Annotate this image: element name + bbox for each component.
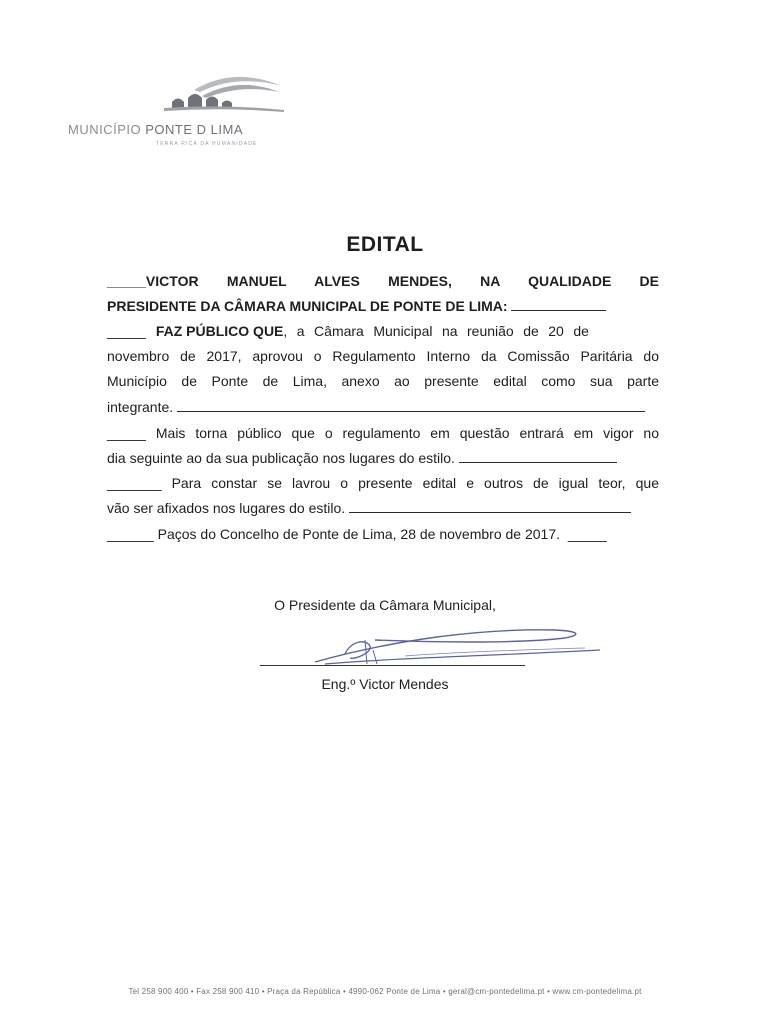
signatory-name: Eng.º Victor Mendes [321,676,449,692]
bridge-arches-icon [164,68,284,120]
afixados-text: vão ser afixados nos lugares do estilo. [107,500,346,516]
reuniao-text: , a Câmara Municipal na reunião de 20 de [283,323,589,339]
body-line-11 [107,525,659,543]
publicacao-text: dia seguinte ao da sua publicação nos lugares do estilo. [107,450,455,466]
body-line-9: _______ Para constar se lavrou o presente edital e outros de igual teor, que [107,475,659,491]
pacos-concelho-text: ______ Paços do Concelho de Ponte de Lima, 28 de novembro de 2017. [107,526,560,542]
trailing-underscores: _____ [567,526,607,542]
logo-ponte-lima-text: PONTE D LIMA [145,122,243,137]
body-line-1: _____VICTOR MANUEL ALVES MENDES, NA QUALIDADE DE [107,273,659,289]
municipio-logo [64,68,294,158]
signature-line [260,665,525,666]
footer-contact: Tel 258 900 400 • Fax 258 900 410 • Praça da República • 4990-062 Ponte de Lima • geral@cm-pontedelima.pt • www.cm-pontedelima.pt [128,987,642,996]
fill-line [511,298,606,311]
body-line-7: _____ Mais torna público que o regulamento em questão entrará em vigor no [107,425,659,441]
closing-title: O Presidente da Câmara Municipal, [274,597,496,613]
body-line-2 [107,297,659,315]
body-line-5: Município de Ponte de Lima, anexo ao presente edital como sua parte [107,373,659,389]
body-line-6 [107,398,659,416]
body-line-3 [107,322,659,340]
body-line-8 [107,449,659,467]
fill-line [459,450,617,463]
lead-underscores: _____ [107,323,146,339]
fill-line [349,500,631,513]
presidente-heading: PRESIDENTE DA CÂMARA MUNICIPAL DE PONTE DE LIMA: [107,298,508,314]
fill-line [177,399,645,412]
logo-municipio-text: MUNICÍPIO [68,122,142,137]
body-line-10 [107,499,659,517]
faz-publico-heading: FAZ PÚBLICO QUE [155,323,284,339]
handwritten-signature [255,620,605,680]
document-title: EDITAL [346,233,424,256]
body-line-4: novembro de 2017, aprovou o Regulamento Interno da Comissão Paritária do [107,348,659,364]
integrante-text: integrante. [107,399,174,415]
logo-tagline: TERRA RICA DA HUMANIDADE [156,141,258,147]
